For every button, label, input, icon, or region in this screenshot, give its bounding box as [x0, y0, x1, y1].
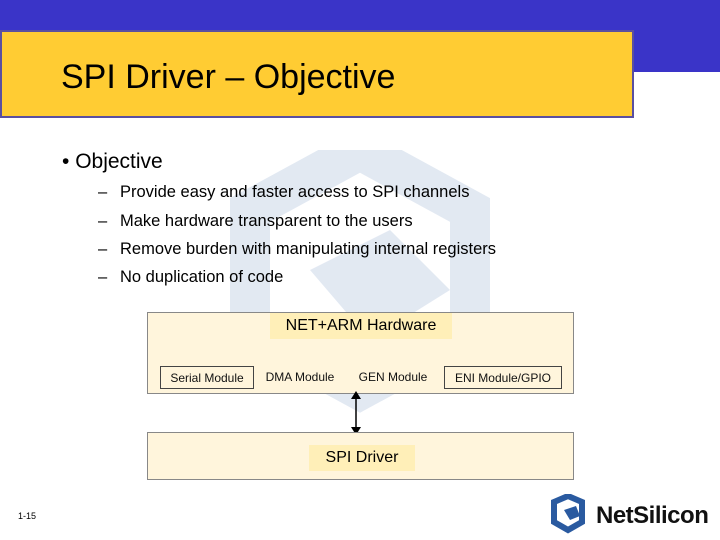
sub-bullet-item: – Remove burden with manipulating internal registers	[98, 240, 497, 258]
double-arrow-icon	[349, 391, 363, 435]
hardware-label: NET+ARM Hardware	[270, 313, 452, 339]
bullet-text: Objective	[75, 150, 163, 173]
eni-module: ENI Module/GPIO	[444, 366, 562, 389]
sub-bullet-text: Remove burden with manipulating internal registers	[120, 240, 497, 258]
sub-bullet-text: Make hardware transparent to the users	[120, 212, 413, 230]
sub-bullet-item: – Provide easy and faster access to SPI channels	[98, 183, 470, 201]
dma-module: DMA Module	[265, 370, 335, 384]
netsilicon-logo-icon	[544, 494, 592, 534]
sub-bullet-item: – No duplication of code	[98, 268, 284, 286]
serial-module: Serial Module	[160, 366, 254, 389]
gen-module: GEN Module	[358, 370, 428, 384]
bullet-objective: • Objective	[62, 150, 163, 173]
slide-title: SPI Driver – Objective	[61, 58, 396, 96]
sub-bullet-text: Provide easy and faster access to SPI channels	[120, 183, 470, 201]
sub-bullet-item: – Make hardware transparent to the users	[98, 212, 413, 230]
page-number: 1-15	[18, 511, 37, 521]
driver-label: SPI Driver	[309, 445, 415, 471]
logo-text: NetSilicon	[596, 502, 709, 529]
sub-bullet-text: No duplication of code	[120, 268, 284, 286]
